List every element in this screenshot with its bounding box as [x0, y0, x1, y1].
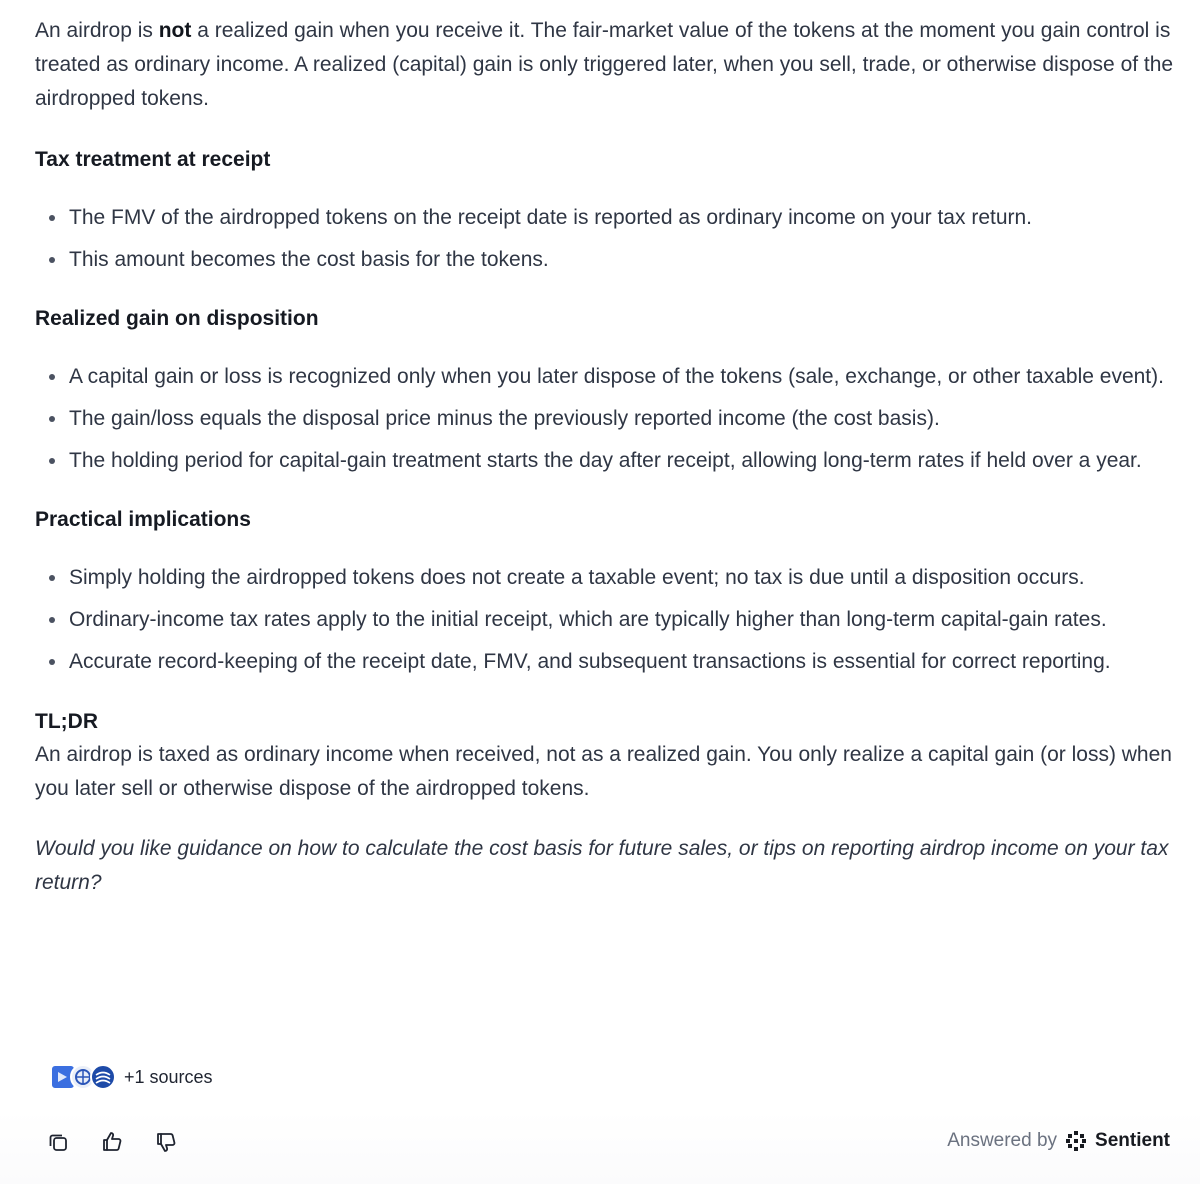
intro-text: An airdrop is [35, 19, 159, 42]
bullet-dot [49, 458, 55, 464]
bullet-dot [49, 575, 55, 581]
answer-actions [46, 1130, 178, 1154]
copy-icon[interactable] [46, 1130, 70, 1154]
list-item: The FMV of the airdropped tokens on the receipt date is reported as ordinary income on your tax return. [35, 202, 1175, 233]
bullet-dot [49, 617, 55, 623]
intro-bold: not [158, 19, 192, 42]
bullet-dot [49, 659, 55, 665]
tldr-heading: TL;DR [35, 710, 98, 733]
source-icons [50, 1063, 120, 1091]
section-heading: Practical implications [35, 508, 251, 531]
sentient-logo-icon [1065, 1130, 1087, 1152]
answer-content [35, 14, 1175, 900]
list-item: The holding period for capital-gain treatment starts the day after receipt, allowing long-term rates if held over a year. [35, 445, 1175, 476]
thumbs-up-icon[interactable] [100, 1130, 124, 1154]
intro-text-rest: a realized gain when you receive it. The fair-market value of the tokens at the moment you gain control is treated as ordinary income. A realized (capital) gain is only triggered later, when you sell, trade, or otherwise dispose of the airdropped tokens. [35, 19, 1174, 110]
sources-button[interactable] [50, 1062, 213, 1092]
bullet-dot [49, 215, 55, 221]
list-item: Ordinary-income tax rates apply to the initial receipt, which are typically higher than long-term capital-gain rates. [35, 604, 1175, 635]
bullet-list [35, 361, 1175, 476]
list-item: A capital gain or loss is recognized only when you later dispose of the tokens (sale, exchange, or other taxable event). [35, 361, 1175, 392]
answer-footer [0, 1110, 1200, 1184]
list-item: The gain/loss equals the disposal price minus the previously reported income (the cost basis). [35, 403, 1175, 434]
bullet-dot [49, 416, 55, 422]
answered-by-label: Answered by [947, 1130, 1058, 1151]
bullet-dot [49, 374, 55, 380]
followup-question: Would you like guidance on how to calculate the cost basis for future sales, or tips on reporting airdrop income on your tax return? [35, 837, 1169, 894]
list-item: Simply holding the airdropped tokens does not create a taxable event; no tax is due until a disposition occurs. [35, 562, 1175, 593]
sources-label: +1 sources [124, 1066, 213, 1087]
thumbs-down-icon[interactable] [154, 1130, 178, 1154]
list-item: This amount becomes the cost basis for the tokens. [35, 244, 1175, 275]
answered-by [947, 1130, 1170, 1152]
section-heading: Realized gain on disposition [35, 307, 319, 330]
sentient-brand: Sentient [1095, 1130, 1170, 1151]
list-item: Accurate record-keeping of the receipt date, FMV, and subsequent transactions is essential for correct reporting. [35, 646, 1175, 677]
bullet-dot [49, 257, 55, 263]
bullet-list [35, 202, 1175, 275]
tldr-paragraph: An airdrop is taxed as ordinary income when received, not as a realized gain. You only realize a capital gain (or loss) when you later sell or otherwise dispose of the airdropped tokens. [35, 743, 1172, 800]
section-heading: Tax treatment at receipt [35, 148, 271, 171]
source-icon-3 [90, 1064, 116, 1090]
intro-paragraph [35, 14, 1175, 116]
bullet-list [35, 562, 1175, 677]
